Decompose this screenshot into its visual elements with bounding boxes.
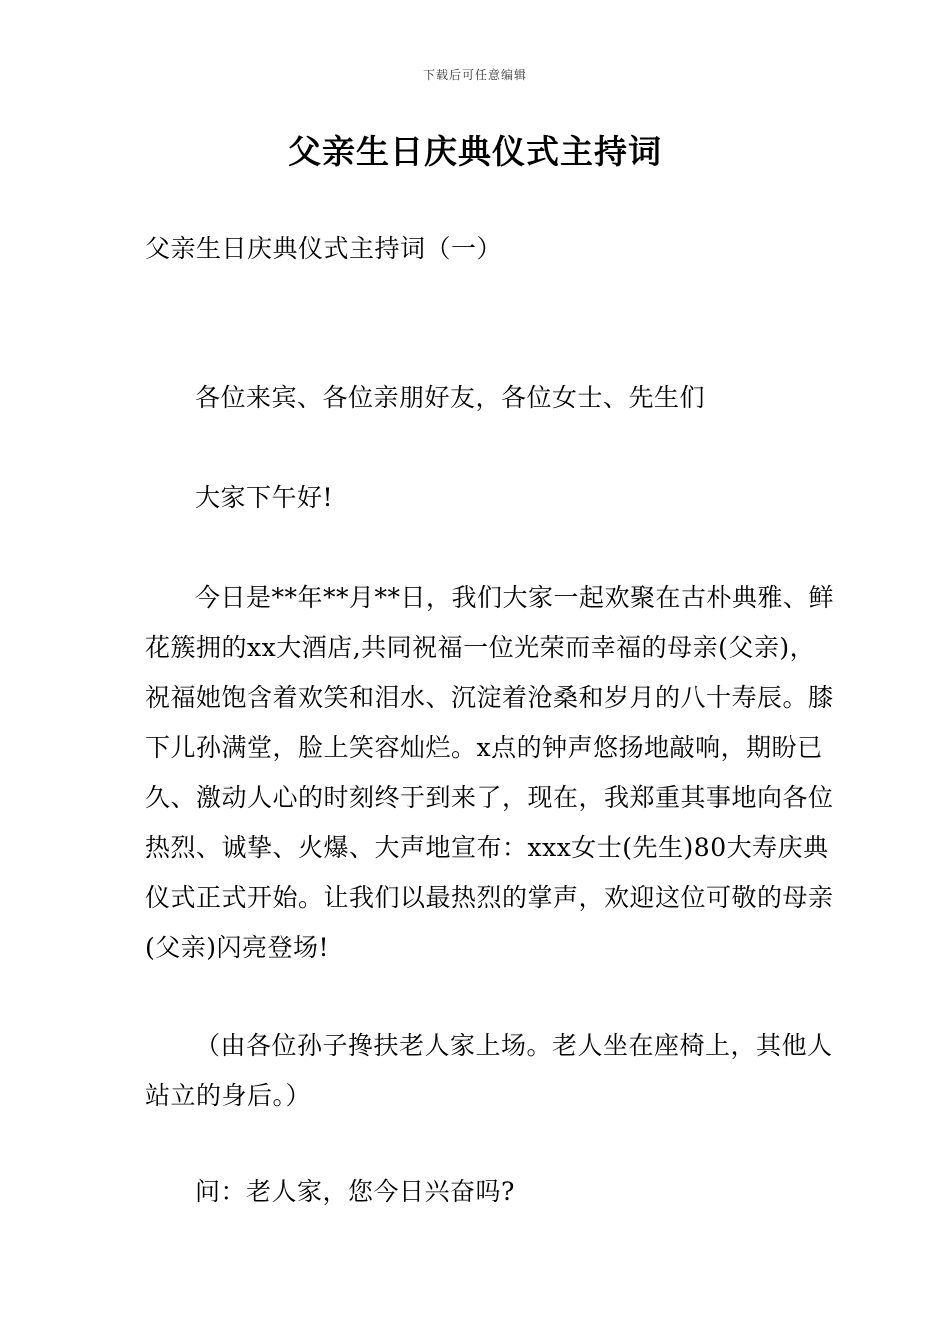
- section-subtitle: 父亲生日庆典仪式主持词（一）: [145, 234, 503, 263]
- document-title: 父亲生日庆典仪式主持词: [288, 132, 662, 171]
- paragraph-greeting: 各位来宾、各位亲朋好友，各位女士、先生们: [195, 383, 706, 412]
- paragraph-question: 问：老人家，您今日兴奋吗?: [195, 1177, 515, 1206]
- header-note: 下载后可任意编辑: [422, 68, 527, 82]
- paragraph-good-afternoon: 大家下午好!: [195, 483, 334, 512]
- paragraph-stage-direction: （由各位孙子搀扶老人家上场。老人坐在座椅上，其他人站立的身后。）: [145, 1031, 833, 1110]
- paragraph-opening-speech: 今日是**年**月**日，我们大家一起欢聚在古朴典雅、鲜花簇拥的xx大酒店,共同祝福一位光荣而幸福的母亲(父亲)，祝福她饱含着欢笑和泪水、沉淀着沧桑和岁月的八十寿辰。膝下儿孙满堂，脸上笑容灿烂。x点的钟声悠扬地敲响，期盼已久、激动人心的时刻终于到来了，现在，我郑重其事地向各位热烈、诚挚、火爆、大声地宣布：xxx女士(先生)80大寿庆典仪式正式开始。让我们以最热烈的掌声，欢迎这位可敬的母亲(父亲)闪亮登场!: [145, 583, 835, 962]
